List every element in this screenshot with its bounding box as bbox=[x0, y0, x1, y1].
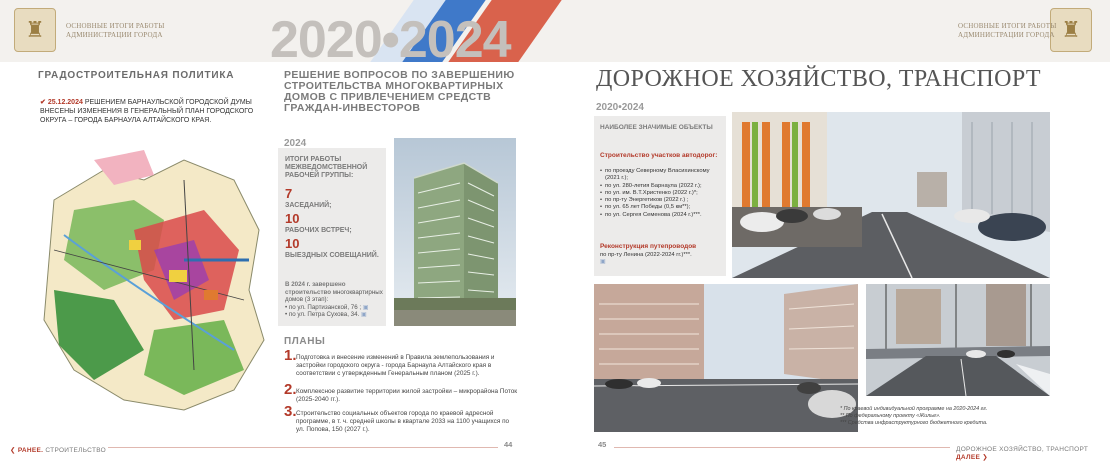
city-coat-of-arms-icon: ♜ bbox=[14, 8, 56, 52]
header-caption-line: ОСНОВНЫЕ ИТОГИ РАБОТЫ bbox=[958, 22, 1057, 30]
plan-number: 1. bbox=[284, 347, 297, 364]
footer-divider bbox=[614, 447, 950, 448]
header-caption-right bbox=[958, 22, 1057, 40]
objects-heading: НАИБОЛЕЕ ЗНАЧИМЫЕ ОБЪЕКТЫ bbox=[600, 124, 713, 131]
footnote: * По краевой индивидуальной программе на 2020-2024 гг. bbox=[840, 406, 988, 412]
plan-item bbox=[284, 381, 519, 404]
city-coat-of-arms-icon: ♜ bbox=[1050, 8, 1092, 52]
years-banner: 2020•2024 bbox=[270, 11, 511, 69]
stat-number: 10 bbox=[285, 211, 300, 226]
decree-date: 25.12.2024 bbox=[47, 99, 83, 106]
plan-number: 2. bbox=[284, 381, 297, 398]
header-caption-line: АДМИНИСТРАЦИИ ГОРОДА bbox=[958, 31, 1055, 39]
chevron-right-icon: ❯ bbox=[982, 454, 988, 461]
footnote: ** По федеральному проекту «Жилье». bbox=[840, 413, 941, 419]
list-item: • по ул. 280-летия Барнаула (2022 г.); bbox=[600, 183, 724, 190]
footnote: *** Средства инфраструктурного бюджетного кредита. bbox=[840, 420, 988, 426]
plan-text: Подготовка и внесение изменений в Правила землепользования и застройки городского округа - города Барнаула Алтайского края в соответствии с утвержденным Генеральным планом (2025 г.). bbox=[296, 354, 495, 377]
list-item: • по пр-ту Энергетиков (2022 г.) ; bbox=[600, 197, 724, 204]
road-photo-1 bbox=[732, 112, 1050, 278]
stats-note-item: • по ул. Петра Сухова, 34. ▣ bbox=[285, 311, 367, 318]
years-label: 2020•2024 bbox=[596, 102, 644, 113]
roads-heading: Строительство участков автодорог: bbox=[600, 152, 718, 159]
stats-note-item: • по ул. Партизанской, 76 ; ▣ bbox=[285, 303, 369, 311]
stats-note bbox=[285, 281, 385, 319]
photo-icon: ▣ bbox=[361, 311, 367, 318]
checkmark-icon: ✔ bbox=[40, 99, 46, 106]
footnotes bbox=[840, 406, 1040, 427]
footer-next-suffix: ДАЛЕЕ bbox=[956, 454, 981, 461]
list-item: • по проезду Северному Власихинскому (2021 г.); bbox=[600, 168, 724, 183]
roads-list bbox=[600, 168, 724, 219]
column-title: РЕШЕНИЕ ВОПРОСОВ ПО ЗАВЕРШЕНИЮ СТРОИТЕЛЬСТВА МНОГОКВАРТИРНЫХ ДОМОВ С ПРИВЛЕЧЕНИЕМ СРЕДСТВ ГРАЖДАН-ИНВЕСТОРОВ bbox=[284, 69, 515, 114]
bridge-text bbox=[600, 252, 724, 267]
photo-icon: ▣ bbox=[600, 259, 606, 266]
list-item: • по ул. Сергея Семенова (2024 г.)***. bbox=[600, 212, 724, 219]
footer-next-link[interactable] bbox=[956, 446, 1110, 461]
footer-divider bbox=[108, 447, 498, 448]
footer-prev-prefix: РАНЕЕ. bbox=[17, 447, 44, 454]
list-item: • по ул. 65 лет Победы (0,5 км**); bbox=[600, 204, 724, 211]
plan-item bbox=[284, 403, 519, 434]
road-photo-2 bbox=[594, 284, 858, 432]
header-caption-line: ОСНОВНЫЕ ИТОГИ РАБОТЫ bbox=[66, 22, 165, 30]
stat-label: ВЫЕЗДНЫХ СОВЕЩАНИЙ. bbox=[285, 252, 379, 259]
plans-title: ПЛАНЫ bbox=[284, 336, 326, 347]
photo-icon: ▣ bbox=[362, 303, 369, 311]
decree-text: РЕШЕНИЕМ БАРНАУЛЬСКОЙ ГОРОДСКОЙ ДУМЫ ВНЕСЕНЫ ИЗМЕНЕНИЯ В ГЕНЕРАЛЬНЫЙ ПЛАН ГОРОДСКОГО ОКРУГА – ГОРОДА БАРНАУЛА АЛТАЙСКОГО КРАЯ. bbox=[40, 99, 254, 124]
decree-statement bbox=[40, 98, 260, 125]
footer-prev-link[interactable] bbox=[10, 446, 106, 454]
year-label: 2024 bbox=[284, 138, 307, 149]
stats-heading: ИТОГИ РАБОТЫ МЕЖВЕДОМСТВЕННОЙ РАБОЧЕЙ ГРУППЫ: bbox=[285, 156, 368, 179]
plan-text: Комплексное развитие территории жилой застройки – микрорайона Поток (2025-2040 гг.). bbox=[296, 388, 518, 403]
bridge-text-value: по пр-ту Ленина (2022-2024 гг.)***. bbox=[600, 252, 692, 258]
stat-number: 10 bbox=[285, 236, 300, 251]
general-plan-map bbox=[34, 140, 266, 418]
plan-number: 3. bbox=[284, 403, 297, 420]
list-item: • по ул. им. В.Т.Христенко (2022 г.)*; bbox=[600, 190, 724, 197]
footer-prev-label: СТРОИТЕЛЬСТВО bbox=[45, 447, 106, 454]
page-title: ДОРОЖНОЕ ХОЗЯЙСТВО, ТРАНСПОРТ bbox=[596, 66, 1041, 92]
stats-note-bold: В 2024 г. завершено строительство bbox=[285, 281, 346, 296]
bridge-heading: Реконструкция путепроводов bbox=[600, 243, 697, 250]
header-caption-line: АДМИНИСТРАЦИИ ГОРОДА bbox=[66, 31, 163, 39]
stat-label: ЗАСЕДАНИЙ; bbox=[285, 202, 332, 209]
footer-next-label: ДОРОЖНОЕ ХОЗЯЙСТВО, ТРАНСПОРТ bbox=[956, 446, 1089, 453]
apartment-building-photo bbox=[394, 138, 516, 326]
stats-note-rest: многоквартирных домов (3 этап): bbox=[285, 288, 383, 303]
stat-number: 7 bbox=[285, 186, 293, 201]
header-caption-left bbox=[66, 22, 165, 40]
page-number-right: 45 bbox=[598, 440, 607, 449]
stat-label: РАБОЧИХ ВСТРЕЧ; bbox=[285, 227, 352, 234]
overpass-photo bbox=[866, 284, 1050, 396]
plan-item bbox=[284, 347, 519, 378]
plan-text: Строительство социальных объектов города по краевой адресной программе, в т. ч. средней школы в квартале 2033 на 1100 учащихся по ул. Попова, 150 (2027 г.). bbox=[296, 410, 510, 433]
page-number-left: 44 bbox=[504, 440, 513, 449]
chevron-left-icon: ❮ bbox=[10, 447, 16, 454]
section-title: ГРАДОСТРОИТЕЛЬНАЯ ПОЛИТИКА bbox=[38, 70, 235, 81]
